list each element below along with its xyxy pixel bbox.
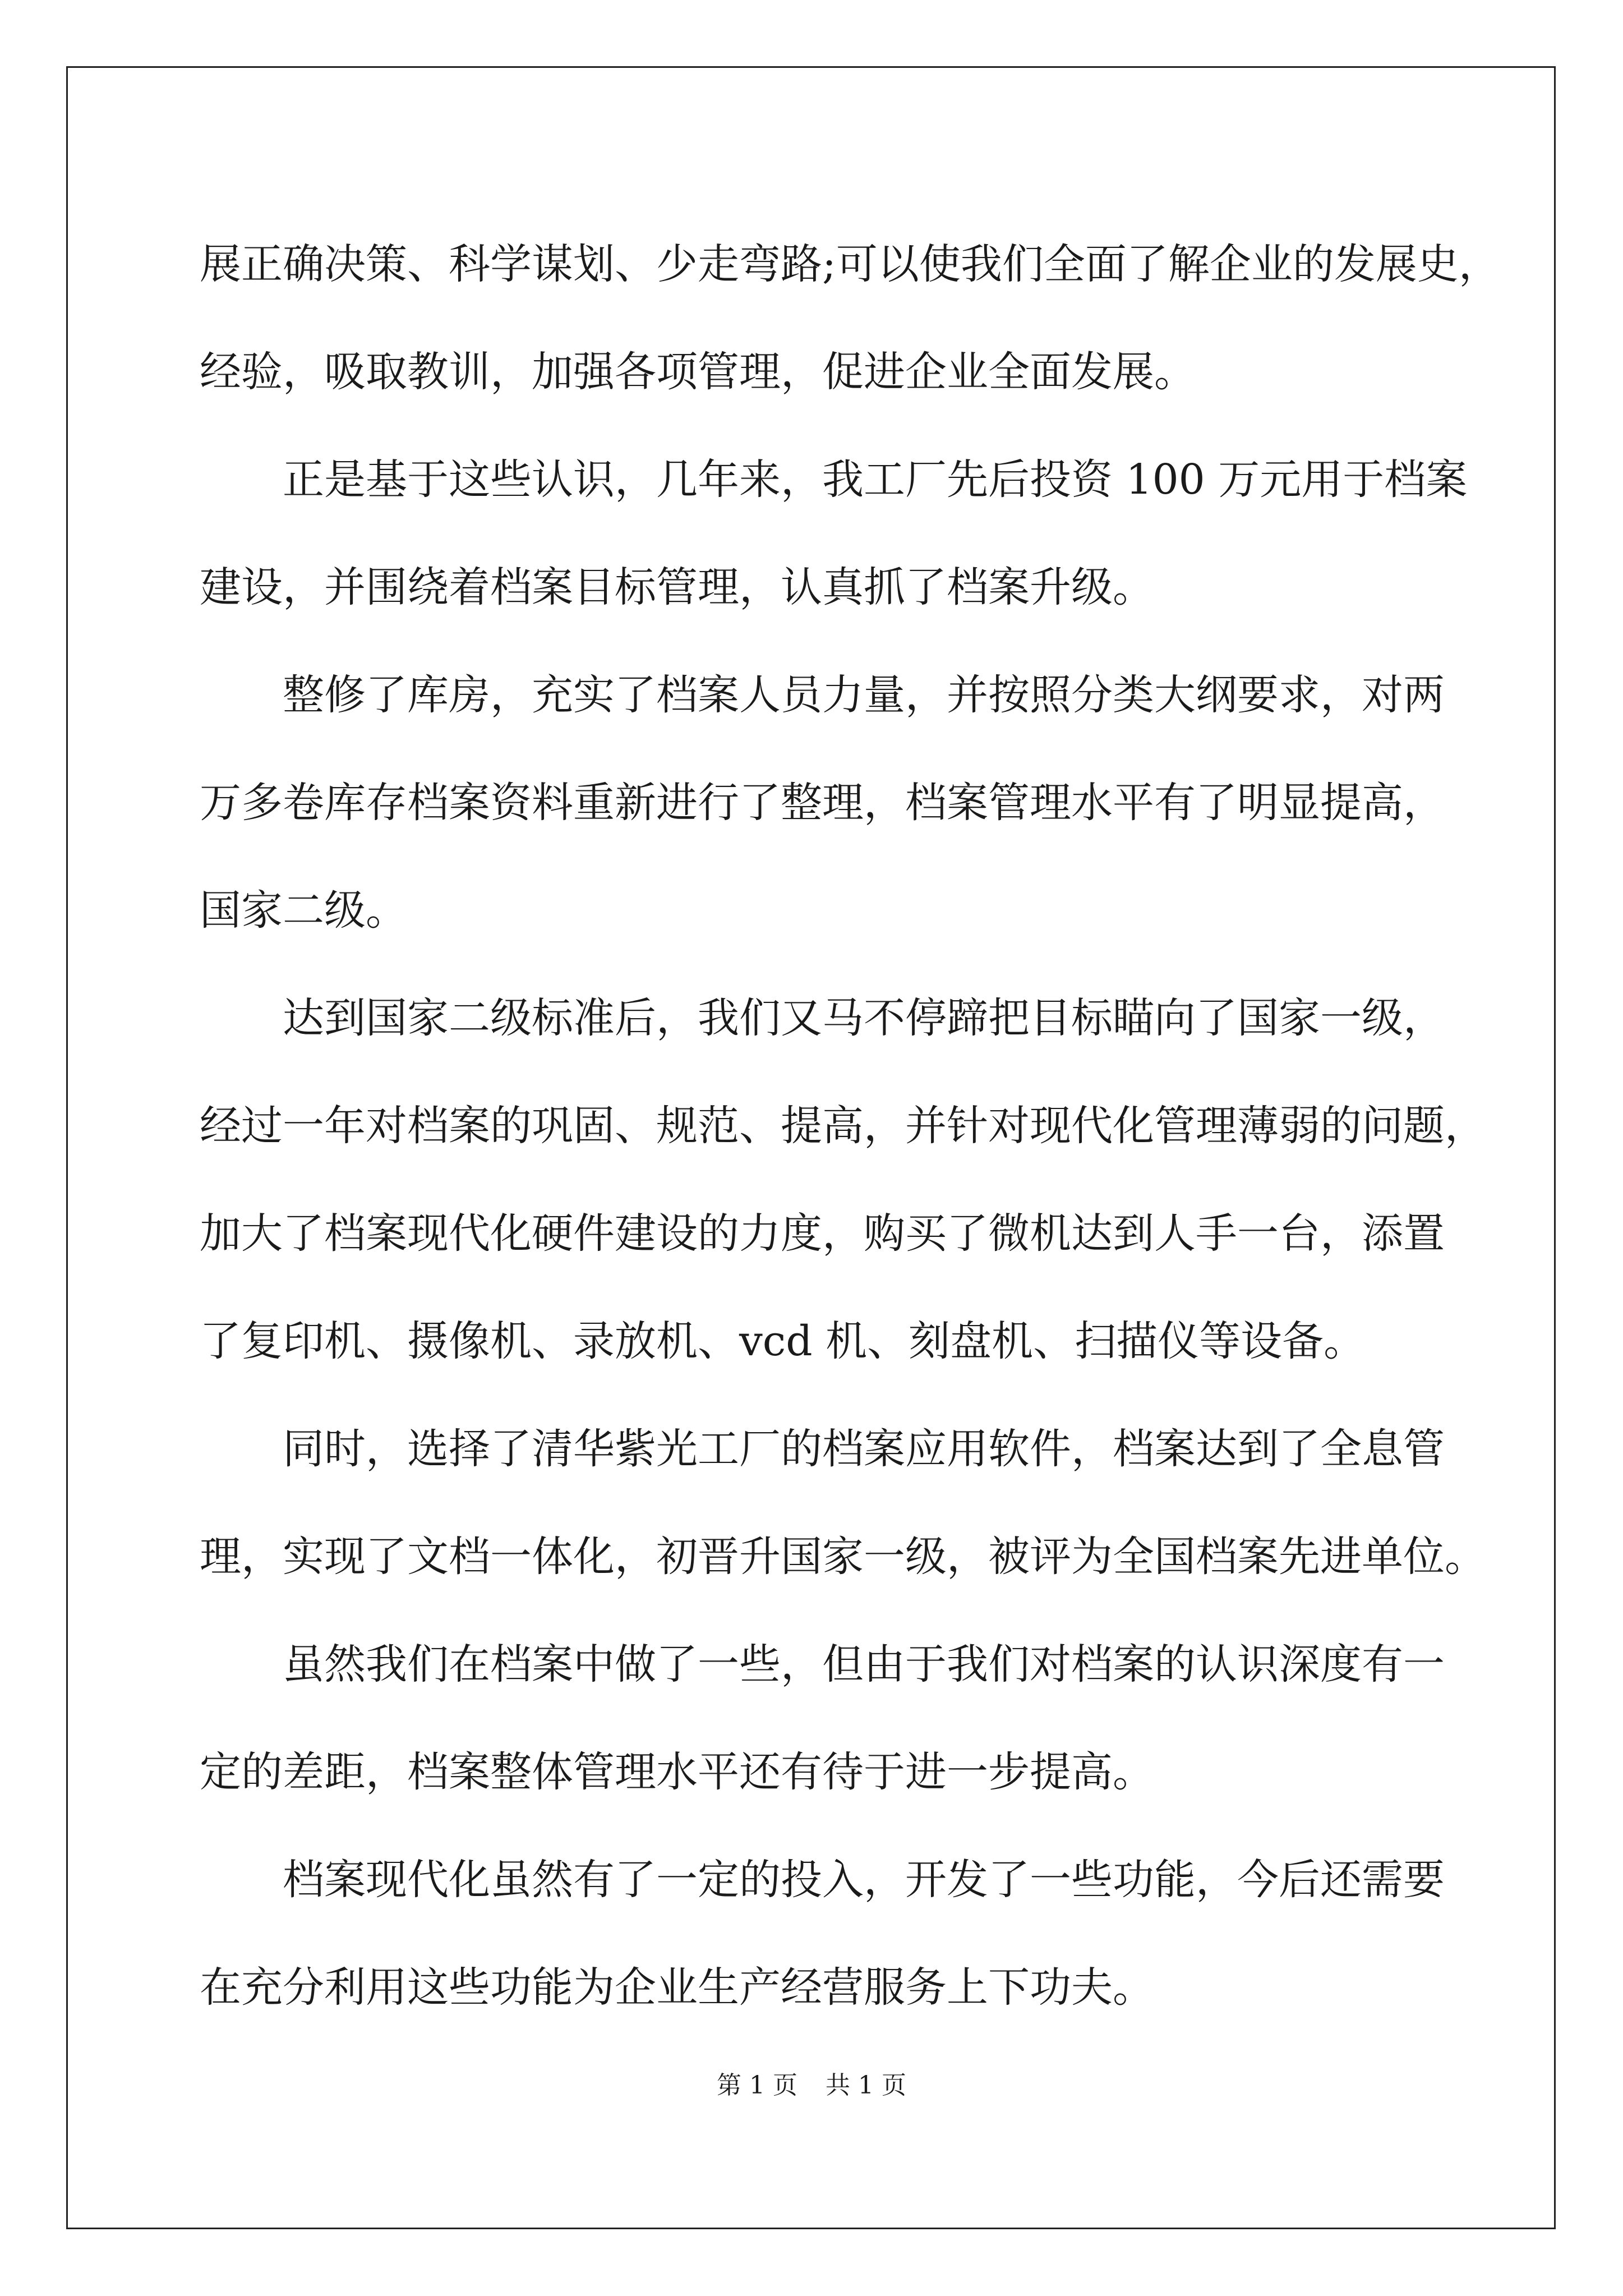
text-line: 经过一年对档案的巩固、规范、提高，并针对现代化管理薄弱的问题， (200, 1102, 1486, 1150)
page-footer (0, 2069, 1623, 2102)
text-line: 整修了库房，充实了档案人员力量，并按照分类大纲要求，对两 (283, 671, 1445, 719)
page-number-current: 第 1 页 (717, 2071, 797, 2100)
text-line: 正是基于这些认识，几年来，我工厂先后投资 100 万元用于档案 (283, 455, 1468, 504)
text-line: 档案现代化虽然有了一定的投入，开发了一些功能，今后还需要 (283, 1856, 1445, 1904)
text-line: 万多卷库存档案资料重新进行了整理，档案管理水平有了明显提高， (200, 779, 1445, 827)
text-line: 虽然我们在档案中做了一些，但由于我们对档案的认识深度有一 (283, 1640, 1445, 1688)
page-number-total: 共 1 页 (826, 2071, 906, 2100)
text-line: 国家二级。 (200, 886, 407, 935)
text-line: 同时，选择了清华紫光工厂的档案应用软件，档案达到了全息管 (283, 1425, 1445, 1473)
text-line: 加大了档案现代化硬件建设的力度，购买了微机达到人手一台，添置 (200, 1209, 1445, 1258)
text-line: 了复印机、摄像机、录放机、vcd 机、刻盘机、扫描仪等设备。 (200, 1317, 1366, 1365)
text-line: 定的差距，档案整体管理水平还有待于进一步提高。 (200, 1748, 1154, 1796)
text-line: 在充分利用这些功能为企业生产经营服务上下功夫。 (200, 1963, 1154, 2012)
text-line: 展正确决策、科学谋划、少走弯路;可以使我们全面了解企业的发展史， (200, 240, 1500, 288)
text-line: 经验，吸取教训，加强各项管理，促进企业全面发展。 (200, 348, 1196, 396)
text-line: 建设，并围绕着档案目标管理，认真抓了档案升级。 (200, 563, 1154, 611)
text-line: 达到国家二级标准后，我们又马不停蹄把目标瞄向了国家一级， (283, 994, 1445, 1042)
document-body (200, 210, 1500, 2041)
text-line: 理，实现了文档一体化，初晋升国家一级，被评为全国档案先进单位。 (200, 1533, 1486, 1581)
